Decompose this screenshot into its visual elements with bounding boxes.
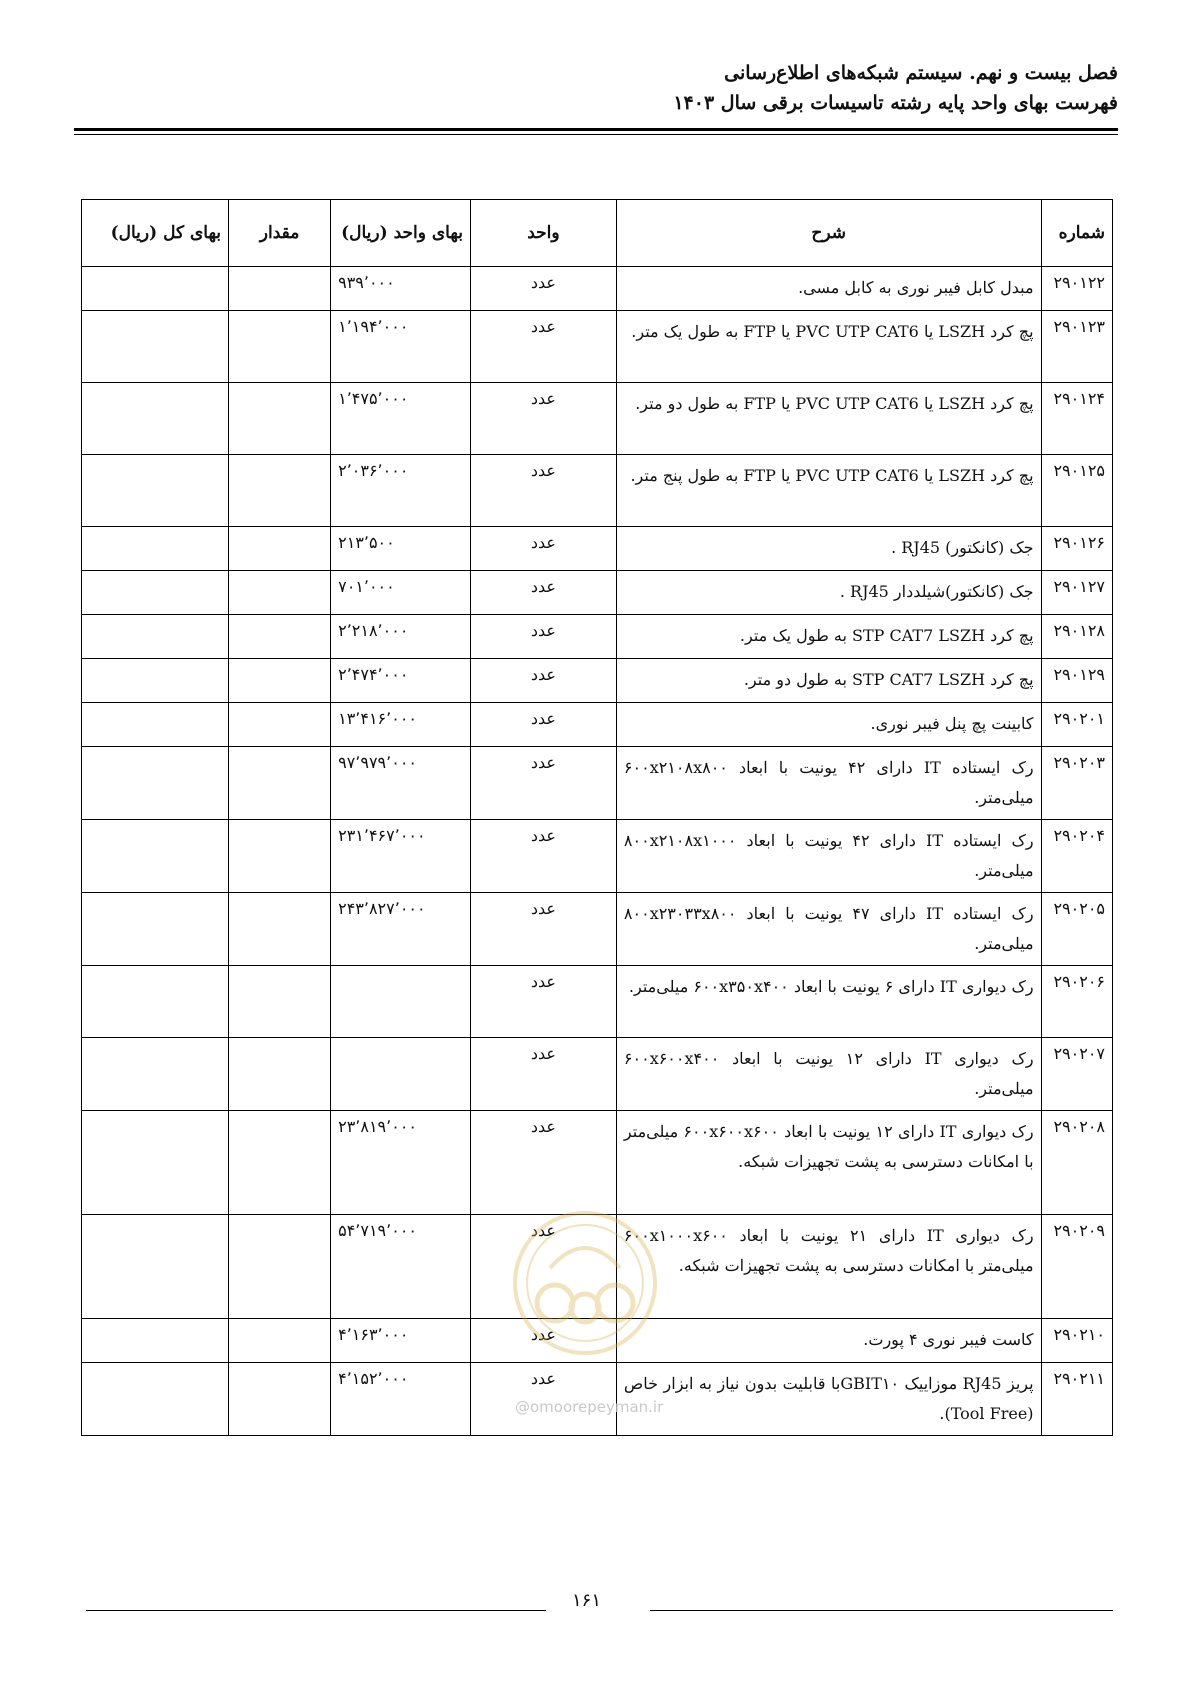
row-number: ۲۹۰۲۰۶ (1041, 966, 1112, 1038)
price-table (81, 199, 1113, 1436)
row-unit-price: ۲٬۴۷۴٬۰۰۰ (331, 659, 471, 703)
row-unit-price: ۲۳٬۸۱۹٬۰۰۰ (331, 1111, 471, 1215)
page-number: ۱۶۱ (572, 1590, 602, 1611)
row-quantity (229, 747, 331, 820)
table-row (82, 615, 1113, 659)
row-quantity (229, 1111, 331, 1215)
row-description: پریز RJ45 موزاییک GBIT۱۰با قابلیت بدون نیاز به ابزار خاص (Tool Free). (616, 1363, 1041, 1436)
row-number: ۲۹۰۲۱۱ (1041, 1363, 1112, 1436)
row-description: پچ کرد STP CAT7 LSZH به طول دو متر. (616, 659, 1041, 703)
row-unit: عدد (470, 659, 616, 703)
row-total-price (82, 1111, 229, 1215)
row-description: پچ کرد STP CAT7 LSZH به طول یک متر. (616, 615, 1041, 659)
row-description: پچ کرد LSZH یا PVC UTP CAT6 یا FTP به طول دو متر. (616, 383, 1041, 455)
row-quantity (229, 527, 331, 571)
row-unit-price: ۱٬۴۷۵٬۰۰۰ (331, 383, 471, 455)
row-quantity (229, 455, 331, 527)
row-total-price (82, 820, 229, 893)
row-total-price (82, 659, 229, 703)
header-rule-thick (74, 128, 1118, 131)
row-unit-price: ۹۷٬۹۷۹٬۰۰۰ (331, 747, 471, 820)
row-quantity (229, 267, 331, 311)
row-total-price (82, 527, 229, 571)
header-unit: واحد (470, 200, 616, 267)
row-description: رک دیواری IT دارای ۱۲ یونیت با ابعاد ۶۰۰x۶۰۰x۶۰۰ میلی‌متر با امکانات دسترسی به پشت تجهیزات شبکه. (616, 1111, 1041, 1215)
row-unit: عدد (470, 455, 616, 527)
table-row (82, 966, 1113, 1038)
row-number: ۲۹۰۲۰۱ (1041, 703, 1112, 747)
row-description: کابینت پچ پنل فیبر نوری. (616, 703, 1041, 747)
row-unit: عدد (470, 703, 616, 747)
table-row (82, 1319, 1113, 1363)
footer-rule-left (86, 1610, 546, 1611)
row-number: ۲۹۰۱۲۴ (1041, 383, 1112, 455)
row-number: ۲۹۰۱۲۹ (1041, 659, 1112, 703)
table-row (82, 1038, 1113, 1111)
header-total-price: بهای کل (ریال) (82, 200, 229, 267)
row-unit: عدد (470, 311, 616, 383)
row-total-price (82, 571, 229, 615)
row-total-price (82, 1038, 229, 1111)
row-unit-price: ۲۳۱٬۴۶۷٬۰۰۰ (331, 820, 471, 893)
row-description: جک (کانکتور)شیلددار RJ45 . (616, 571, 1041, 615)
row-number: ۲۹۰۱۲۷ (1041, 571, 1112, 615)
row-number: ۲۹۰۲۰۹ (1041, 1215, 1112, 1319)
table-row (82, 527, 1113, 571)
table-row (82, 820, 1113, 893)
row-total-price (82, 311, 229, 383)
header-quantity: مقدار (229, 200, 331, 267)
row-unit: عدد (470, 1319, 616, 1363)
row-unit-price (331, 966, 471, 1038)
row-quantity (229, 615, 331, 659)
row-unit-price: ۵۴٬۷۱۹٬۰۰۰ (331, 1215, 471, 1319)
table-row (82, 311, 1113, 383)
row-total-price (82, 1215, 229, 1319)
row-unit-price: ۱٬۱۹۴٬۰۰۰ (331, 311, 471, 383)
row-number: ۲۹۰۱۲۸ (1041, 615, 1112, 659)
table-row (82, 1215, 1113, 1319)
table-row (82, 455, 1113, 527)
row-quantity (229, 893, 331, 966)
row-number: ۲۹۰۲۱۰ (1041, 1319, 1112, 1363)
row-quantity (229, 571, 331, 615)
table-row (82, 659, 1113, 703)
chapter-title: فصل بیست و نهم. سیستم شبکه‌های اطلاع‌رسانی (724, 62, 1118, 84)
row-unit-price: ۲۱۳٬۵۰۰ (331, 527, 471, 571)
header-unit-price: بهای واحد (ریال) (331, 200, 471, 267)
row-description: جک (کانکتور) RJ45 . (616, 527, 1041, 571)
row-quantity (229, 383, 331, 455)
row-number: ۲۹۰۲۰۸ (1041, 1111, 1112, 1215)
row-unit: عدد (470, 1038, 616, 1111)
row-total-price (82, 747, 229, 820)
row-total-price (82, 615, 229, 659)
row-unit: عدد (470, 1363, 616, 1436)
row-unit-price (331, 1038, 471, 1111)
row-description: مبدل کابل فیبر نوری به کابل مسی. (616, 267, 1041, 311)
table-row (82, 383, 1113, 455)
row-description: رک ایستاده IT دارای ۴۲ یونیت با ابعاد ۸۰۰x۲۱۰۸x۱۰۰۰ میلی‌متر. (616, 820, 1041, 893)
row-unit: عدد (470, 527, 616, 571)
row-number: ۲۹۰۲۰۵ (1041, 893, 1112, 966)
row-quantity (229, 703, 331, 747)
price-list-title: فهرست بهای واحد پایه رشته تاسیسات برقی سال ۱۴۰۳ (673, 92, 1118, 114)
row-unit: عدد (470, 571, 616, 615)
row-description: رک ایستاده IT دارای ۴۷ یونیت با ابعاد ۸۰۰x۲۳۰۳۳x۸۰۰ میلی‌متر. (616, 893, 1041, 966)
row-unit: عدد (470, 893, 616, 966)
header-rule-thin (74, 134, 1118, 135)
row-total-price (82, 383, 229, 455)
row-unit-price: ۲۴۳٬۸۲۷٬۰۰۰ (331, 893, 471, 966)
row-unit: عدد (470, 267, 616, 311)
table-row (82, 1111, 1113, 1215)
row-number: ۲۹۰۱۲۲ (1041, 267, 1112, 311)
table-row (82, 747, 1113, 820)
row-total-price (82, 893, 229, 966)
row-unit-price: ۱۳٬۴۱۶٬۰۰۰ (331, 703, 471, 747)
row-number: ۲۹۰۱۲۳ (1041, 311, 1112, 383)
row-unit-price: ۹۳۹٬۰۰۰ (331, 267, 471, 311)
row-quantity (229, 966, 331, 1038)
row-quantity (229, 659, 331, 703)
row-number: ۲۹۰۲۰۴ (1041, 820, 1112, 893)
row-unit-price: ۲٬۲۱۸٬۰۰۰ (331, 615, 471, 659)
table-row (82, 893, 1113, 966)
row-unit: عدد (470, 1215, 616, 1319)
row-total-price (82, 1363, 229, 1436)
row-quantity (229, 820, 331, 893)
row-unit-price: ۴٬۱۶۳٬۰۰۰ (331, 1319, 471, 1363)
row-number: ۲۹۰۲۰۷ (1041, 1038, 1112, 1111)
row-unit: عدد (470, 615, 616, 659)
row-total-price (82, 455, 229, 527)
row-description: رک دیواری IT دارای ۱۲ یونیت با ابعاد ۶۰۰x۶۰۰x۴۰۰ میلی‌متر. (616, 1038, 1041, 1111)
footer-rule-right (650, 1610, 1113, 1611)
header-description: شرح (616, 200, 1041, 267)
page-header (74, 58, 1118, 118)
row-description: رک دیواری IT دارای ۲۱ یونیت با ابعاد ۶۰۰x۱۰۰۰x۶۰۰ میلی‌متر با امکانات دسترسی به پشت تجهیزات شبکه. (616, 1215, 1041, 1319)
row-total-price (82, 267, 229, 311)
row-quantity (229, 1038, 331, 1111)
row-quantity (229, 1215, 331, 1319)
row-description: رک ایستاده IT دارای ۴۲ یونیت با ابعاد ۶۰۰x۲۱۰۸x۸۰۰ میلی‌متر. (616, 747, 1041, 820)
header-number: شماره (1041, 200, 1112, 267)
row-number: ۲۹۰۱۲۵ (1041, 455, 1112, 527)
row-description: پچ کرد LSZH یا PVC UTP CAT6 یا FTP به طول یک متر. (616, 311, 1041, 383)
row-unit-price: ۷۰۱٬۰۰۰ (331, 571, 471, 615)
row-description: کاست فیبر نوری ۴ پورت. (616, 1319, 1041, 1363)
row-unit-price: ۲٬۰۳۶٬۰۰۰ (331, 455, 471, 527)
row-description: پچ کرد LSZH یا PVC UTP CAT6 یا FTP به طول پنج متر. (616, 455, 1041, 527)
row-total-price (82, 1319, 229, 1363)
table-header-row (82, 200, 1113, 267)
row-total-price (82, 703, 229, 747)
row-unit: عدد (470, 1111, 616, 1215)
table-row (82, 703, 1113, 747)
row-quantity (229, 1363, 331, 1436)
table-row (82, 571, 1113, 615)
row-unit: عدد (470, 747, 616, 820)
row-unit: عدد (470, 966, 616, 1038)
table-row (82, 267, 1113, 311)
row-unit: عدد (470, 383, 616, 455)
row-quantity (229, 1319, 331, 1363)
row-number: ۲۹۰۲۰۳ (1041, 747, 1112, 820)
row-quantity (229, 311, 331, 383)
row-unit-price: ۴٬۱۵۲٬۰۰۰ (331, 1363, 471, 1436)
watermark-url: @omoorepeyman.ir (515, 1398, 664, 1416)
row-description: رک دیواری IT دارای ۶ یونیت با ابعاد ۶۰۰x۳۵۰x۴۰۰ میلی‌متر. (616, 966, 1041, 1038)
row-total-price (82, 966, 229, 1038)
row-unit: عدد (470, 820, 616, 893)
row-number: ۲۹۰۱۲۶ (1041, 527, 1112, 571)
